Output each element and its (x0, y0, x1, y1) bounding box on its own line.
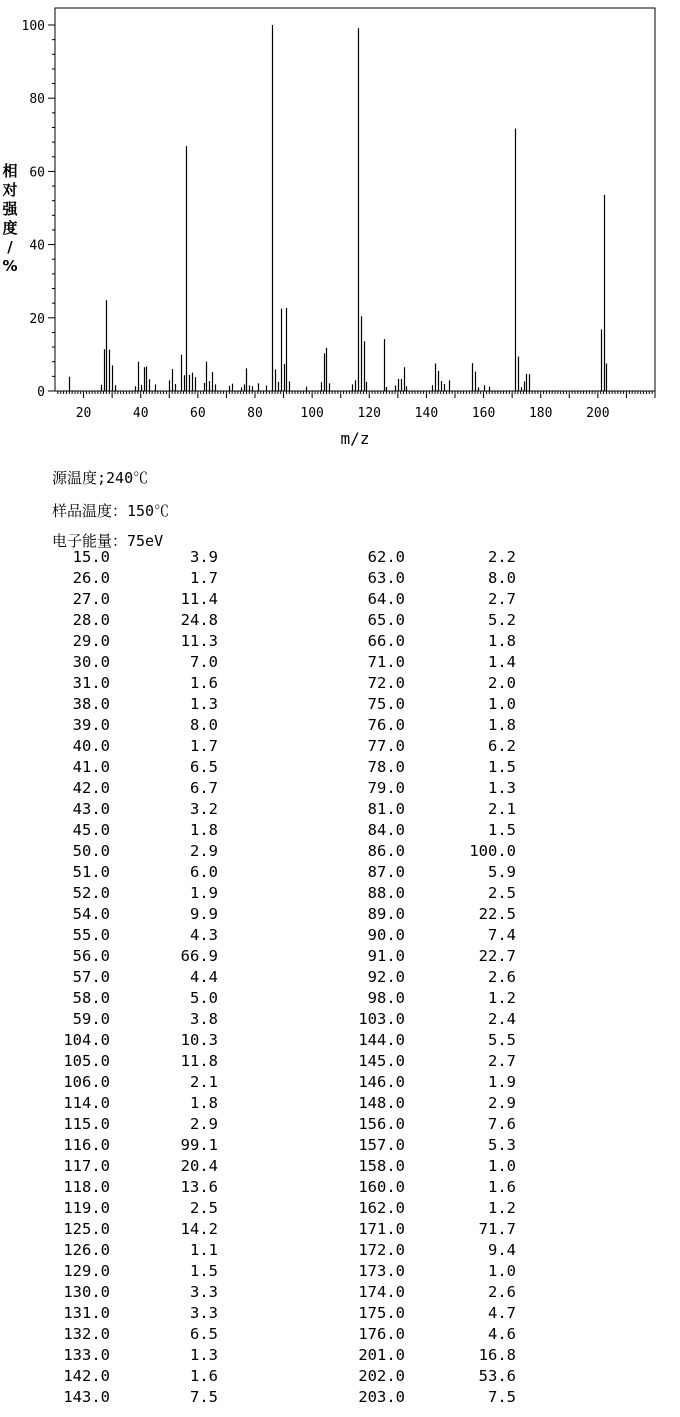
peak-intensity: 2.9 (190, 1115, 218, 1133)
peak-mz: 157.0 (358, 1136, 405, 1154)
peak-intensity: 1.2 (488, 1199, 516, 1217)
peak-intensity: 8.0 (488, 569, 516, 587)
peak-intensity: 5.0 (190, 989, 218, 1007)
peak-mz: 40.0 (72, 737, 110, 755)
peak-mz: 39.0 (72, 716, 110, 734)
sample-temperature: 样品温度：150℃ (52, 502, 170, 520)
peak-mz: 202.0 (358, 1367, 405, 1385)
peak-intensity: 14.2 (180, 1220, 218, 1238)
peak-mz: 88.0 (367, 884, 405, 902)
peak-mz: 56.0 (72, 947, 110, 965)
peak-mz: 89.0 (367, 905, 405, 923)
peak-intensity: 24.8 (180, 611, 218, 629)
peak-intensity: 100.0 (469, 842, 516, 860)
peak-intensity: 11.4 (180, 590, 218, 608)
peak-intensity: 7.0 (190, 653, 218, 671)
peak-mz: 63.0 (367, 569, 405, 587)
x-tick-label: 120 (357, 406, 382, 421)
peak-mz: 162.0 (358, 1199, 405, 1217)
peak-intensity: 11.8 (180, 1052, 218, 1070)
peak-intensity: 22.7 (478, 947, 516, 965)
peak-mz: 105.0 (63, 1052, 110, 1070)
peak-mz: 71.0 (367, 653, 405, 671)
peak-mz: 78.0 (367, 758, 405, 776)
x-axis-label: m/z (340, 429, 370, 448)
peak-mz: 126.0 (63, 1241, 110, 1259)
peak-mz: 55.0 (72, 926, 110, 944)
peak-intensity: 1.8 (190, 1094, 218, 1112)
peak-intensity: 4.4 (190, 968, 218, 986)
peak-mz: 72.0 (367, 674, 405, 692)
x-tick-label: 100 (300, 406, 324, 421)
peak-intensity: 2.1 (190, 1073, 218, 1091)
peak-intensity: 1.0 (488, 1157, 516, 1175)
y-tick-label: 100 (21, 19, 45, 34)
y-tick-label: 20 (29, 311, 45, 327)
peak-mz: 203.0 (358, 1388, 405, 1406)
peak-mz: 132.0 (63, 1325, 110, 1343)
peak-intensity: 1.6 (488, 1178, 516, 1196)
peak-mz: 77.0 (367, 737, 405, 755)
peak-mz: 31.0 (72, 674, 110, 692)
peak-mz: 174.0 (358, 1283, 405, 1301)
peak-intensity: 1.8 (488, 716, 516, 734)
peak-mz: 92.0 (367, 968, 405, 986)
peak-intensity: 7.6 (488, 1115, 516, 1133)
peak-intensity: 2.0 (488, 674, 516, 692)
peak-intensity: 5.5 (488, 1031, 516, 1049)
peak-intensity: 1.2 (488, 989, 516, 1007)
peak-intensity: 53.6 (478, 1367, 516, 1385)
peak-intensity: 6.5 (190, 1325, 218, 1343)
peak-mz: 87.0 (367, 863, 405, 881)
electron-energy: 电子能量：75eV (52, 532, 164, 550)
x-tick-label: 80 (247, 406, 263, 421)
peak-intensity: 2.5 (488, 884, 516, 902)
peak-mz: 28.0 (72, 611, 110, 629)
peak-intensity: 1.1 (190, 1241, 218, 1259)
peak-intensity: 3.2 (190, 800, 218, 818)
peak-mz: 15.0 (72, 548, 110, 566)
peak-mz: 104.0 (63, 1031, 110, 1049)
peak-mz: 86.0 (367, 842, 405, 860)
peak-intensity: 1.5 (488, 758, 516, 776)
peak-mz: 148.0 (358, 1094, 405, 1112)
peak-mz: 176.0 (358, 1325, 405, 1343)
peak-intensity: 5.9 (488, 863, 516, 881)
peak-intensity: 7.4 (488, 926, 516, 944)
peak-mz: 58.0 (72, 989, 110, 1007)
peak-intensity: 10.3 (180, 1031, 218, 1049)
peak-mz: 84.0 (367, 821, 405, 839)
peak-intensity: 22.5 (478, 905, 516, 923)
peak-mz: 65.0 (367, 611, 405, 629)
peak-mz: 118.0 (63, 1178, 110, 1196)
peak-mz: 26.0 (72, 569, 110, 587)
peak-intensity: 1.0 (488, 695, 516, 713)
peak-intensity: 1.6 (190, 674, 218, 692)
peak-mz: 43.0 (72, 800, 110, 818)
peak-intensity: 20.4 (180, 1157, 218, 1175)
peak-intensity: 66.9 (180, 947, 218, 965)
peak-intensity: 1.5 (190, 1262, 218, 1280)
x-tick-label: 200 (586, 406, 610, 421)
peak-intensity: 16.8 (478, 1346, 516, 1364)
peak-intensity: 8.0 (190, 716, 218, 734)
peak-mz: 115.0 (63, 1115, 110, 1133)
peak-intensity: 1.3 (190, 695, 218, 713)
peak-intensity: 6.7 (190, 779, 218, 797)
peak-mz: 66.0 (367, 632, 405, 650)
peak-mz: 130.0 (63, 1283, 110, 1301)
peak-mz: 27.0 (72, 590, 110, 608)
peak-mz: 146.0 (358, 1073, 405, 1091)
peak-intensity: 9.4 (488, 1241, 516, 1259)
peak-mz: 50.0 (72, 842, 110, 860)
peak-mz: 160.0 (358, 1178, 405, 1196)
peak-intensity: 71.7 (478, 1220, 516, 1238)
peak-mz: 173.0 (358, 1262, 405, 1280)
y-tick-label: 60 (29, 165, 45, 181)
peak-mz: 98.0 (367, 989, 405, 1007)
peak-intensity: 2.5 (190, 1199, 218, 1217)
peak-mz: 38.0 (72, 695, 110, 713)
x-tick-label: 60 (190, 406, 206, 421)
peak-intensity: 7.5 (488, 1388, 516, 1406)
peak-intensity: 3.8 (190, 1010, 218, 1028)
peak-mz: 52.0 (72, 884, 110, 902)
peak-intensity: 1.6 (190, 1367, 218, 1385)
peak-mz: 144.0 (358, 1031, 405, 1049)
peak-intensity: 3.3 (190, 1304, 218, 1322)
peak-intensity: 1.3 (488, 779, 516, 797)
peak-mz: 117.0 (63, 1157, 110, 1175)
peak-mz: 142.0 (63, 1367, 110, 1385)
peak-mz: 91.0 (367, 947, 405, 965)
peak-intensity: 4.6 (488, 1325, 516, 1343)
peak-mz: 54.0 (72, 905, 110, 923)
peak-mz: 125.0 (63, 1220, 110, 1238)
peak-mz: 62.0 (367, 548, 405, 566)
x-tick-label: 40 (132, 406, 149, 421)
peak-mz: 51.0 (72, 863, 110, 881)
peak-intensity: 2.7 (488, 1052, 516, 1070)
peak-intensity: 11.3 (180, 632, 218, 650)
y-tick-label: 0 (37, 385, 45, 400)
peak-intensity: 2.9 (488, 1094, 516, 1112)
peak-mz: 175.0 (358, 1304, 405, 1322)
peak-mz: 57.0 (72, 968, 110, 986)
y-axis-label: 相对强度/ % (2, 162, 18, 275)
peak-intensity: 1.8 (190, 821, 218, 839)
peak-mz: 131.0 (63, 1304, 110, 1322)
peak-intensity: 2.6 (488, 1283, 516, 1301)
peak-mz: 90.0 (367, 926, 405, 944)
peak-mz: 114.0 (63, 1094, 110, 1112)
peak-intensity: 6.2 (488, 737, 516, 755)
peak-intensity: 5.3 (488, 1136, 516, 1154)
peak-intensity: 4.7 (488, 1304, 516, 1322)
peak-mz: 143.0 (63, 1388, 110, 1406)
peak-intensity: 6.0 (190, 863, 218, 881)
peak-mz: 158.0 (358, 1157, 405, 1175)
peak-mz: 45.0 (72, 821, 110, 839)
peak-mz: 75.0 (367, 695, 405, 713)
peak-mz: 103.0 (358, 1010, 405, 1028)
peak-intensity: 3.3 (190, 1283, 218, 1301)
peak-intensity: 1.7 (190, 737, 218, 755)
peak-intensity: 1.9 (190, 884, 218, 902)
y-tick-label: 40 (29, 238, 45, 254)
mass-spectrum-chart (0, 0, 680, 450)
plot-frame (55, 8, 655, 391)
x-tick-label: 160 (471, 406, 496, 421)
peak-intensity: 2.7 (488, 590, 516, 608)
peak-intensity: 1.0 (488, 1262, 516, 1280)
peak-intensity: 1.8 (488, 632, 516, 650)
peak-intensity: 2.9 (190, 842, 218, 860)
peak-mz: 171.0 (358, 1220, 405, 1238)
peak-mz: 64.0 (367, 590, 405, 608)
peak-intensity: 1.4 (488, 653, 516, 671)
x-tick-label: 180 (528, 406, 553, 421)
source-temperature: 源温度;240℃ (52, 469, 149, 487)
peak-mz: 156.0 (358, 1115, 405, 1133)
peak-mz: 133.0 (63, 1346, 110, 1364)
peak-mz: 129.0 (63, 1262, 110, 1280)
peak-mz: 30.0 (72, 653, 110, 671)
x-tick-label: 140 (414, 406, 439, 421)
peak-intensity: 9.9 (190, 905, 218, 923)
peak-intensity: 6.5 (190, 758, 218, 776)
peak-intensity: 3.9 (190, 548, 218, 566)
peak-mz: 81.0 (367, 800, 405, 818)
peak-intensity: 1.7 (190, 569, 218, 587)
peak-intensity: 2.1 (488, 800, 516, 818)
peak-intensity: 7.5 (190, 1388, 218, 1406)
peak-intensity: 4.3 (190, 926, 218, 944)
peak-intensity: 2.2 (488, 548, 516, 566)
peak-mz: 116.0 (63, 1136, 110, 1154)
peak-intensity: 1.3 (190, 1346, 218, 1364)
x-tick-label: 20 (75, 406, 92, 421)
peak-intensity: 2.4 (488, 1010, 516, 1028)
peak-intensity: 1.9 (488, 1073, 516, 1091)
peak-mz: 201.0 (358, 1346, 405, 1364)
peak-mz: 42.0 (72, 779, 110, 797)
peak-intensity: 99.1 (180, 1136, 218, 1154)
peak-mz: 29.0 (72, 632, 110, 650)
peak-intensity: 5.2 (488, 611, 516, 629)
peak-mz: 106.0 (63, 1073, 110, 1091)
peak-mz: 41.0 (72, 758, 110, 776)
peak-mz: 172.0 (358, 1241, 405, 1259)
y-tick-label: 80 (29, 92, 45, 108)
peak-mz: 145.0 (358, 1052, 405, 1070)
peak-mz: 79.0 (367, 779, 405, 797)
peak-mz: 119.0 (63, 1199, 110, 1217)
peak-intensity: 2.6 (488, 968, 516, 986)
peak-mz: 59.0 (72, 1010, 110, 1028)
peak-intensity: 13.6 (180, 1178, 218, 1196)
peak-mz: 76.0 (367, 716, 405, 734)
peak-intensity: 1.5 (488, 821, 516, 839)
